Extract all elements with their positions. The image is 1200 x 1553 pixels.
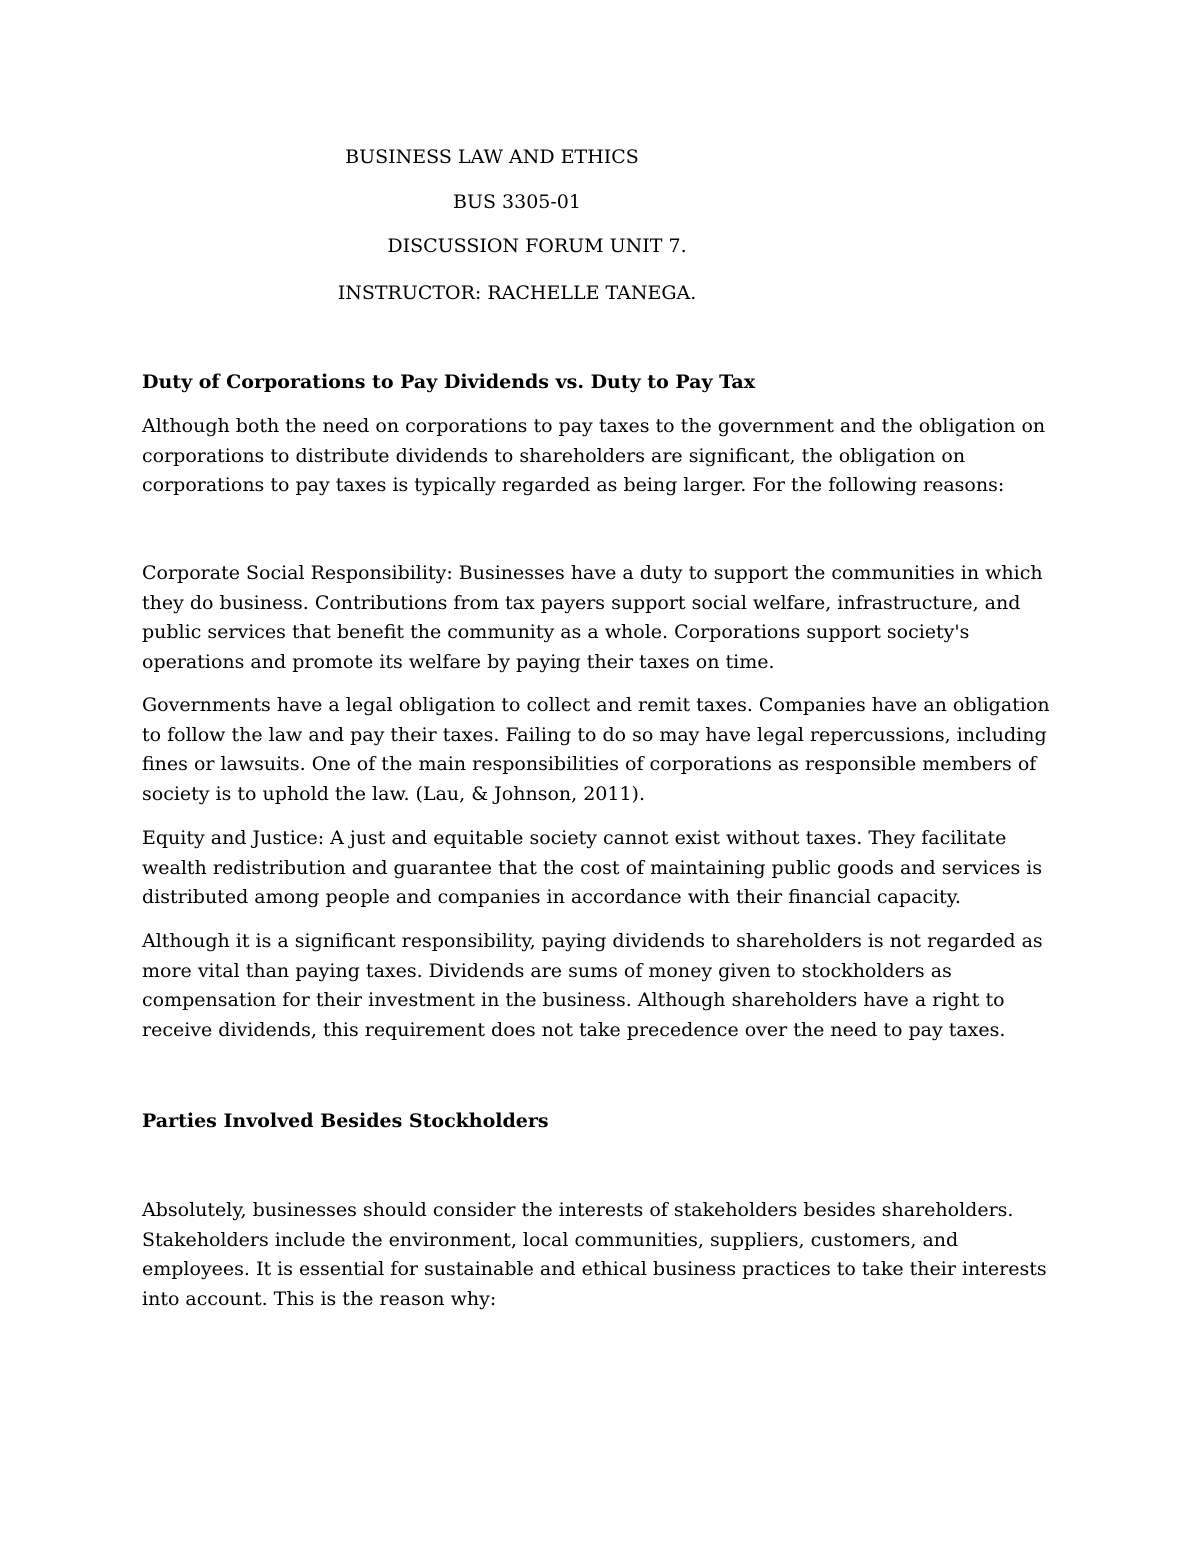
paragraph: Governments have a legal obligation to collect and remit taxes. Companies have an obligation to follow the law and pay their taxes. Failing to do so may have legal repercussions, including fines or lawsuits. One of the main responsibilities of corporations as responsible members of society is to uphold the law. (Lau, & Johnson, 2011). xyxy=(142,694,1050,805)
paragraph: Although both the need on corporations to pay taxes to the government and the obligation on corporations to distribute dividends to shareholders are significant, the obligation on corporations to pay taxes is typically regarded as being larger. For the following reasons: xyxy=(142,415,1046,496)
section-heading: Duty of Corporations to Pay Dividends vs. Duty to Pay Tax xyxy=(142,371,756,393)
paragraph: Corporate Social Responsibility: Businesses have a duty to support the communities in which they do business. Contributions from tax payers support social welfare, infrastructure, and public services that benefit the community as a whole. Corporations support society's operations and promote its welfare by paying their taxes on time. xyxy=(142,562,1043,673)
paragraph: Although it is a significant responsibility, paying dividends to shareholders is not regarded as more vital than paying taxes. Dividends are sums of money given to stockholders as compensation for their investment in the business. Although shareholders have a right to receive dividends, this requirement does not take precedence over the need to pay taxes. xyxy=(142,930,1043,1041)
course-title: BUSINESS LAW AND ETHICS xyxy=(345,146,639,168)
assignment-title: DISCUSSION FORUM UNIT 7. xyxy=(387,235,687,257)
instructor-name: INSTRUCTOR: RACHELLE TANEGA. xyxy=(337,282,697,304)
paragraph: Absolutely, businesses should consider the interests of stakeholders besides shareholders. Stakeholders include the environment, local communities, suppliers, customers, and employees. It is essential for sustainable and ethical business practices to take their interests into account. This is the reason why: xyxy=(142,1199,1047,1310)
course-code: BUS 3305-01 xyxy=(453,191,581,213)
paragraph: Equity and Justice: A just and equitable society cannot exist without taxes. They facilitate wealth redistribution and guarantee that the cost of maintaining public goods and services is distributed among people and companies in accordance with their financial capacity. xyxy=(142,827,1043,908)
section-heading: Parties Involved Besides Stockholders xyxy=(142,1110,549,1132)
